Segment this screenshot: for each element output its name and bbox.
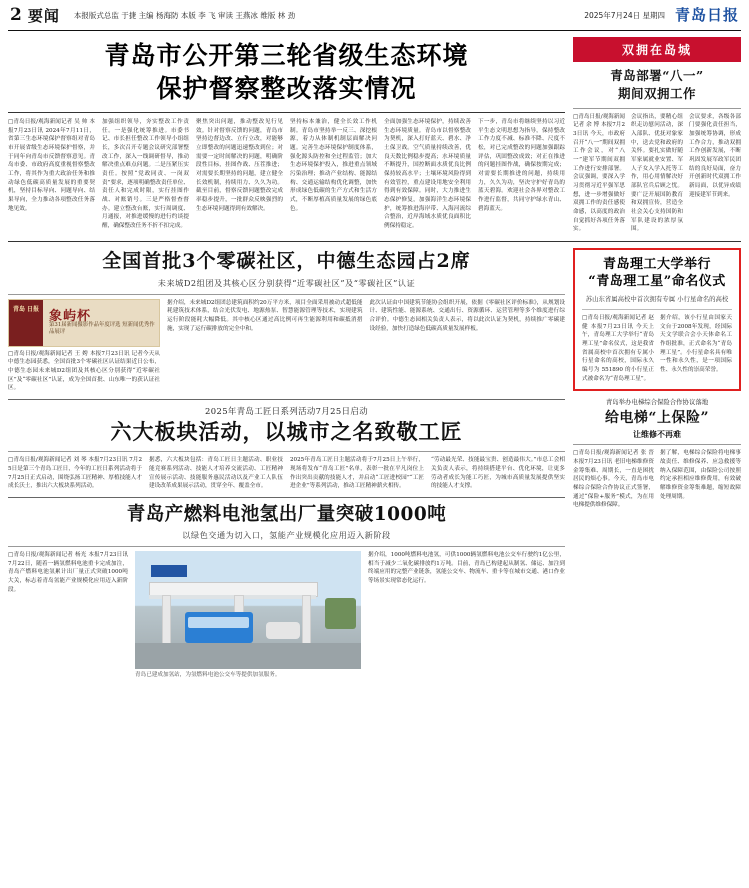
page-number: 2 <box>10 5 22 25</box>
lead-column: 下一步，青岛市将继续坚持以习近平生态文明思想为指导，保持整改工作力度不减、标准不降、尺度不松，对已完成整改的问题加强跟踪评估，巩固整改成效；对正在推进的问题挂图作战，确保按期完成；对需要长期推进的问题，持续用力，久久为功，坚决守护好青岛的蓝天碧海。欢迎社会各界对整改工作进行监督，共同守护绿水青山、碧海蓝天。 <box>478 119 565 212</box>
ad-subtitle: 第31届新闻摄影作品年度评选 短新闻优秀作品展评 <box>49 321 155 335</box>
story4-columns <box>8 551 565 679</box>
story-craftsman-day <box>8 405 565 491</box>
advertisement[interactable] <box>8 299 160 347</box>
photo-caption: 青岛已建成加氢站，为氢燃料电池公交车等提供加氢服务。 <box>135 671 281 678</box>
lead-column: 加强组织领导，夯实整改工作责任。一是强化统筹推进。市委书记、市长担任整改工作领导小组组长，多次召开专题会议研究部署整改工作，深入一线调研督导，推动解决重点难点问题。二是压紧压实责任。按照“党政同责、一岗双责”要求，逐项明确整改责任单位、责任人和完成时限，实行挂图作战、对账销号。三是严格督查督办。建立整改台账，实行周调度、月通报，对推进缓慢的进行约谈提醒，确保整改任务不折不扣完成。 <box>102 119 189 229</box>
redbox-columns <box>582 314 732 383</box>
promo-subhead: 让维修不再难 <box>633 429 681 440</box>
photo-sign <box>151 565 187 577</box>
photo-car <box>266 622 300 640</box>
masthead <box>8 0 741 31</box>
promo-column: □青岛日报/观海新闻记者 张 晋 本报7月23日讯 老旧电梯维修资金筹集难、周期长，一直是困扰居民的烦心事。今天，青岛市电梯综合保险合作协议正式签署，通过“保险+服务”模式，为在用电梯提供维修保障。 <box>573 450 654 509</box>
promo-columns <box>573 449 741 510</box>
story3-column: 2025年青岛工匠日主题活动将于7月25日上午举行，现场将发布“青岛工匠”名单，表彰一批在平凡岗位上作出突出贡献的技能人才，并启动“工匠进校园”“工匠进企业”等系列活动，推动工匠精神薪火相传。 <box>290 457 424 490</box>
sidebar-rule <box>573 108 741 109</box>
story-zero-carbon <box>8 250 565 393</box>
redbox-subhead: 苏山东省属高校中首次拥有专属 小行星命名的高校 <box>585 295 729 304</box>
redbox-column: 据介绍，该小行星由国家天文台于2008年发现，经国际天文学联合会小天体命名工作组批准，正式命名为“青岛理工星”。小行星命名具有唯一性和永久性，是一项国际性、永久性的崇高荣誉。 <box>660 315 732 373</box>
story3-rule <box>8 451 565 452</box>
middle-left-stack <box>8 248 565 679</box>
photo-pillar <box>162 595 171 644</box>
story4-subhead: 以绿色交通为切入口，氢能产业规模化应用迈入新阶段 <box>182 529 391 540</box>
story3-column: “劳动最光荣、技能最宝贵、创造最伟大。”市总工会相关负责人表示，将持续搭建平台、优化环境，让更多劳动者成长为能工巧匠，为城市高质量发展提供坚实的技能人才支撑。 <box>431 457 565 490</box>
story-hydrogen <box>8 503 565 680</box>
photo-ground <box>135 643 361 669</box>
sidebar-column: 会议指出，要精心组织走访慰问活动，深入部队、优抚对象家中，送去党和政府的关怀。要扎实做好随军家属就业安置、军人子女入学入托等工作，用心用情解决好部队官兵后顾之忧。要广泛开展国防教育和双拥宣传，营造全社会关心支持国防和军队建设的浓厚氛围。 <box>631 113 683 233</box>
lead-rule <box>8 112 565 113</box>
ad-title: 象屿杯 <box>49 308 92 324</box>
story2-rule <box>8 294 565 295</box>
story2-column: 据介绍，未来城D2组团总建筑面积约20万平方米，项目全面采用被动式超低能耗建筑技术体系，结合光伏发电、地源热泵、智慧能源管理等技术，实现建筑运行阶段能耗大幅降低。其中核心区通过高比例可再生能源利用和碳抵消措施，实现了运行碳排放的完全中和。 <box>167 299 363 332</box>
sidebar-column: □青岛日报/观海新闻记者 余 博 本报7月23日讯 今天，市政府召开“八一”期间双拥工作会议，对“八一”建军节期间双拥工作进行安排部署。会议强调，要深入学习贯彻习近平强军思想，进一步增强做好双拥工作的责任感使命感，以高度的政治自觉抓好各项任务落实。 <box>573 113 625 233</box>
photo-canopy-edge <box>149 595 316 600</box>
promo-column: 据了解，电梯综合保险将电梯事故责任、维修保养、应急救援等纳入保障范围，由保险公司按照约定承担相应维修费用，有效破解维修资金筹集难题，缩短故障处理周期。 <box>660 450 741 500</box>
story4-photo-column <box>135 551 361 679</box>
lead-story <box>8 37 565 234</box>
story2-columns <box>8 299 565 393</box>
lead-column: 全面加强生态环境保护，持续改善生态环境质量。青岛市以督察整改为契机，深入打好蓝天、碧水、净土保卫战。空气质量持续改善，优良天数比例稳步提高；水环境质量不断提升，国控断面水质优良比例保持较高水平；土壤环境风险得到有效管控，重点建设用地安全利用得到有效保障。同时，大力推进生态保护修复，加强海洋生态环境保护，统筹推进海岸带、入海河流综合整治，近岸海域水质优良面积比例保持稳定。 <box>384 119 471 229</box>
redbox-headline-line2: “青岛理工星”命名仪式 <box>588 274 726 290</box>
masthead-date: 2025年7月24日 星期四 <box>584 10 665 20</box>
sidebar-top-story <box>573 37 741 234</box>
story2-ad-column <box>8 299 160 393</box>
story3-columns <box>8 456 565 491</box>
story4-headline: 青岛产燃料电池氢出厂量突破1000吨 <box>126 503 447 525</box>
story2-column: 此次认证由中国建筑节能协会组织开展，依据《零碳社区评价标准》，从规划设计、建筑性能、能源系统、交通出行、资源循环、运营管理等多个维度进行综合评价。中德生态园相关负责人表示，将以此次认证为契机，持续推广零碳建设经验，加快打造绿色低碳高质量发展样板。 <box>369 299 565 332</box>
story4-column: □青岛日报/观海新闻记者 杨光 本报7月23日讯 7月22日，随着一辆氢燃料电池重卡完成加注，青岛产燃料电池氢累计出厂量正式突破1000吨大关，标志着青岛氢能产业规模化应用迈入新阶段。 <box>8 551 128 593</box>
story2-subhead: 未来城D2组团及其核心区分别获得“近零碳社区”及“零碳社区”认证 <box>157 277 416 288</box>
lead-headline-line1: 青岛市公开第三轮省级生态环境 <box>104 41 469 70</box>
middle-section <box>8 248 741 679</box>
lead-column: □青岛日报/观海新闻记者 吴 帅 本报7月23日讯 2024年7月11日，省第三生态环境保护督察组对青岛市开展省级生态环境保护督察，并于同年向青岛市反馈督察意见。青岛市委、市政府高度重视督察整改工作，将其作为重大政治任务和推动绿色低碳高质量发展的重要契机，坚持目标导向、问题导向、结果导向，全力推动各项整改任务落地见效。 <box>8 119 95 212</box>
redbox-headline-line1: 青岛理工大学举行 <box>602 256 711 272</box>
redbox-column: □青岛日报/观海新闻记者 赵 健 本报7月23日讯 今天上午，青岛理工大学举行“青岛理工星”命名仪式，这是我省省属高校中首次拥有专属小行星命名的高校，国际永久编号为 551890 的小行星正式被命名为“青岛理工星”。 <box>582 315 654 382</box>
masthead-credits: 本报版式总监 于捷 主编 杨海防 本版 李 飞 审读 王燕冰 维版 林 劲 <box>73 10 296 20</box>
promo-headline: 给电梯“上保险” <box>604 410 710 427</box>
lead-column: 坚持标本兼治，健全长效工作机制。青岛市坚持举一反三、深挖根源，着力从体制机制层面解决问题。完善生态环境保护制度体系，强化源头防控和全过程监管；加大生态环境保护投入，推进重点领域污染治理；推动产业结构、能源结构、交通运输结构优化调整，加快形成绿色低碳的生产方式和生活方式，不断厚植高质量发展的绿色底色。 <box>290 119 377 212</box>
sidebar-column: 会议要求，各级各部门要强化责任担当，加强统筹协调，形成工作合力，推动双拥工作创新发展，不断巩固发展军政军民团结的良好局面，奋力开创新时代双拥工作新局面，以优异成绩迎接建军节到来。 <box>689 113 741 198</box>
story-qut-star <box>573 248 741 391</box>
section-divider <box>8 241 741 242</box>
story3-column: 据悉，六大板块包括：青岛工匠日主题活动、职业技能竞赛系列活动、技能人才培养交流活动、工匠精神宣传展示活动、技能服务惠民活动以及产业工人队伍建设改革成果展示活动，贯穿全年、覆盖全市。 <box>149 457 283 490</box>
status-badge: 双拥在岛城 <box>573 37 741 62</box>
photo-greenery <box>325 598 357 629</box>
lead-column: 聚焦突出问题，推动整改见行见效。针对督察反馈的问题，青岛市坚持边督边改、立行立改，对能够立即整改的问题迅速整改到位；对需要一定时间解决的问题，明确阶段性目标，挂图作战、压茬推进；对需要长期坚持的问题，建立健全长效机制，持续用力、久久为功。截至目前，督察反馈问题整改完成率稳步提升，一批群众反映强烈的生态环境问题得到有效解决。 <box>196 119 283 212</box>
newspaper-logo: 青岛日报 <box>674 5 739 24</box>
story4-rule <box>8 546 565 547</box>
story-photo <box>135 551 361 669</box>
story3-column: □青岛日报/观海新闻记者 刘 琴 本报7月23日讯 7月25日是第三个青岛工匠日，今年的工匠日系列活动将于7月25日正式启动，围绕弘扬工匠精神、厚植技能人才成长沃土，推出六大板块系列活动。 <box>8 457 142 490</box>
right-column <box>573 248 741 679</box>
story4-column: 据介绍，1000吨燃料电池氢，可供1000辆氢燃料电池公交车行驶约1亿公里，相当于减少二氧化碳排放约1万吨。目前，青岛已构建起从制氢、储运、加注到终端应用的完整产业链条，氢能公交车、物流车、重卡等在城市交通、港口作业等场景实现常态化运行。 <box>368 551 565 584</box>
section-title: 要闻 <box>27 6 60 25</box>
lead-headline-line2: 保护督察整改落实情况 <box>156 73 417 103</box>
story-divider <box>8 399 565 400</box>
story2-column: □青岛日报/观海新闻记者 王 娉 本报7月23日讯 记者今天从中德生态园获悉，全国首批3个零碳社区认证结果近日公布，中德生态园未来城D2组团及其核心区分别获得“近零碳社区”及“零碳社区”认证，成为全国首批、山东唯一的获认证社区。 <box>8 350 160 392</box>
redbox-rule <box>582 309 732 310</box>
lead-body-columns <box>8 118 565 231</box>
sidebar-headline-line2: 期间双拥工作 <box>617 85 696 101</box>
ad-logo: 青岛 日报 <box>9 300 43 346</box>
story2-headline: 全国首批3个零碳社区，中德生态园占2席 <box>102 249 471 272</box>
promo-kicker: 青岛举办电梯综合保险合作协议落地 <box>605 398 709 407</box>
sidebar-body-columns <box>573 113 741 234</box>
top-section <box>8 37 741 234</box>
promo-rule <box>573 444 741 445</box>
story-divider <box>8 497 565 498</box>
photo-pillar <box>302 595 311 644</box>
story3-headline: 六大板块活动，以城市之名致敬工匠 <box>110 418 463 444</box>
story3-kicker: 2025年青岛工匠日系列活动7月25日启动 <box>205 405 368 416</box>
sidebar-headline-line1: 青岛部署“八一” <box>610 68 704 83</box>
photo-bus-window <box>188 617 249 628</box>
